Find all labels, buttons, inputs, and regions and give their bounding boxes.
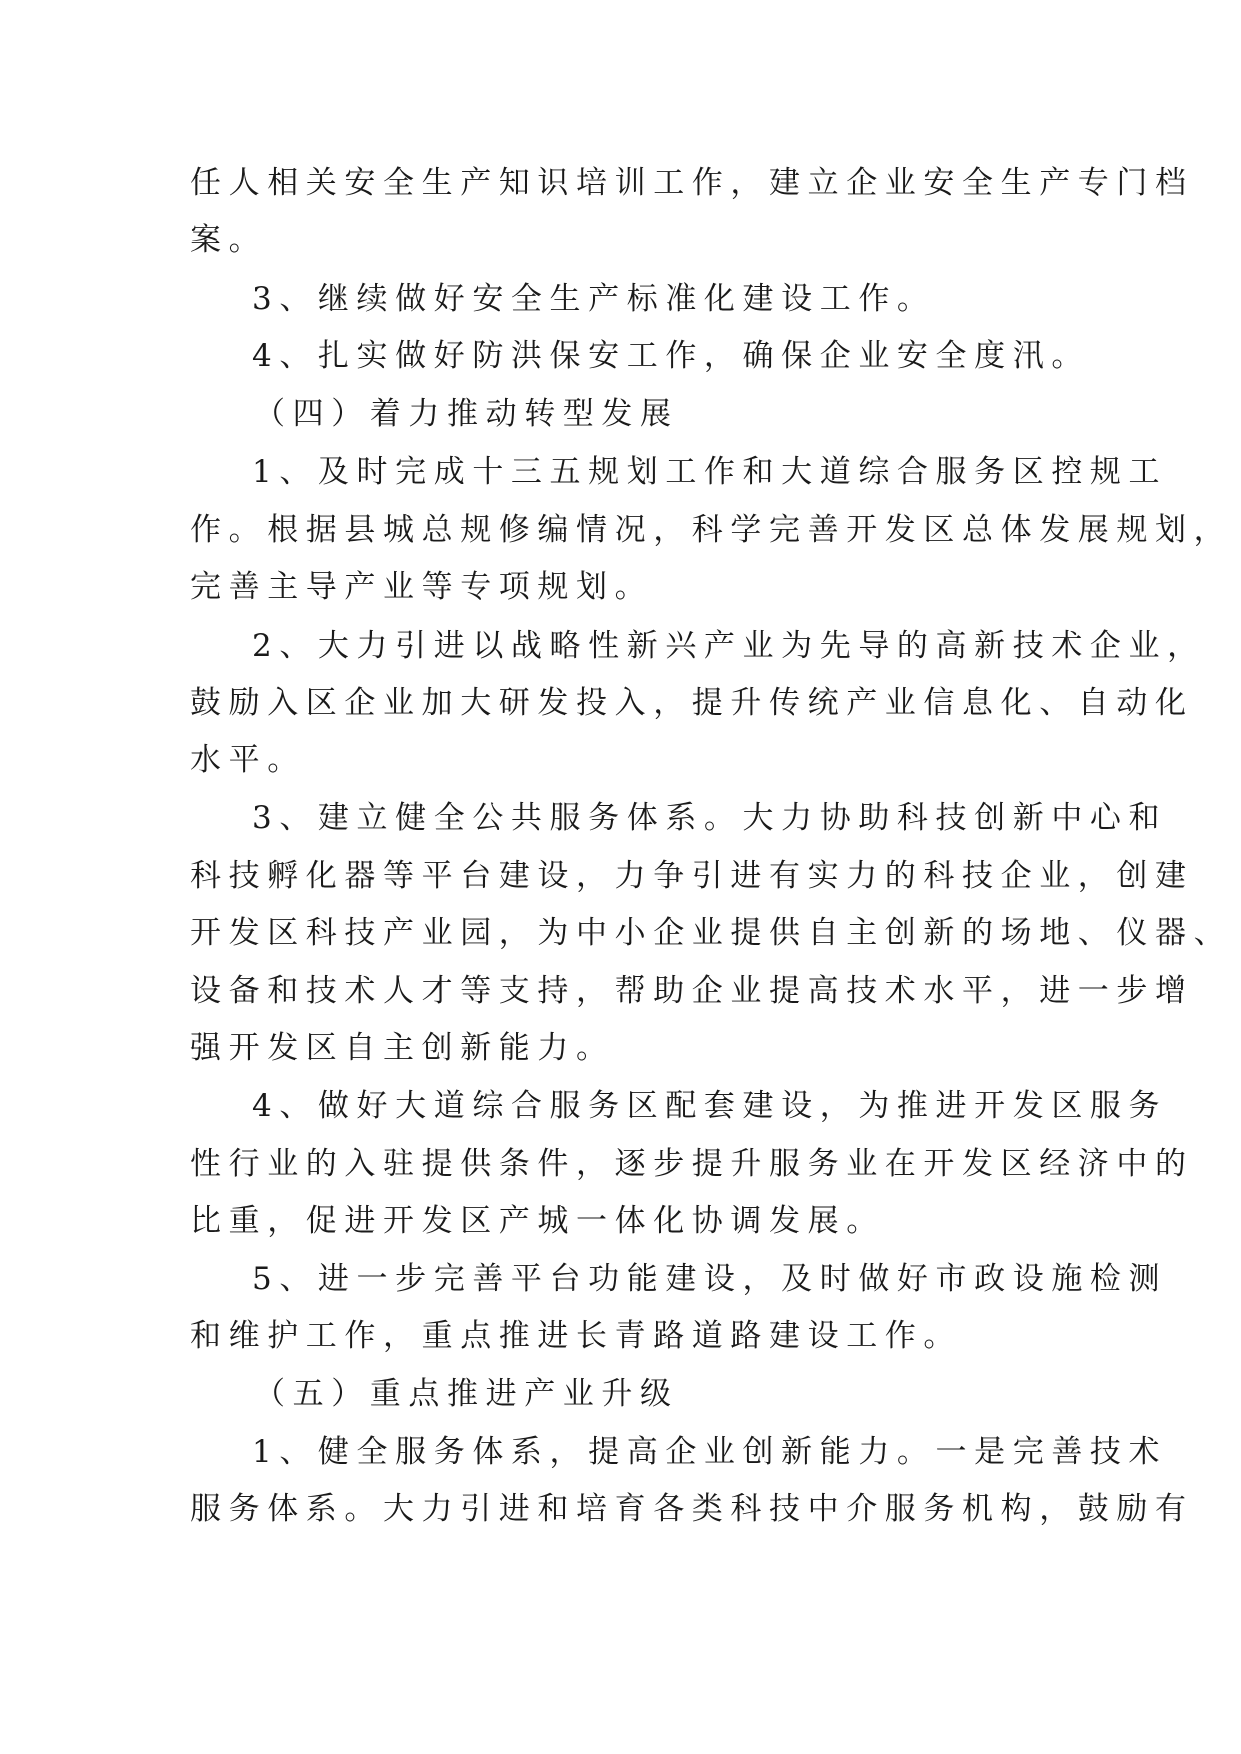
paragraph-line: 比重，促进开发区产城一体化协调发展。 bbox=[190, 1203, 885, 1239]
paragraph-line: 完善主导产业等专项规划。 bbox=[190, 569, 654, 605]
section-heading: （五）重点推进产业升级 bbox=[254, 1376, 679, 1412]
paragraph-line: 案。 bbox=[190, 222, 268, 258]
paragraph-line: 4、扎实做好防洪保安工作，确保企业安全度汛。 bbox=[252, 338, 1090, 374]
paragraph-line: 1、健全服务体系，提高企业创新能力。一是完善技术 bbox=[252, 1434, 1168, 1470]
paragraph-line: 强开发区自主创新能力。 bbox=[190, 1030, 615, 1066]
paragraph-line: 5、进一步完善平台功能建设，及时做好市政设施检测 bbox=[252, 1261, 1168, 1297]
paragraph-line: 水平。 bbox=[190, 742, 306, 778]
paragraph-line: 开发区科技产业园，为中小企业提供自主创新的场地、仪器、 bbox=[190, 915, 1233, 951]
paragraph-line: 1、及时完成十三五规划工作和大道综合服务区控规工 bbox=[252, 454, 1168, 490]
paragraph-line: 和维护工作，重点推进长青路道路建设工作。 bbox=[190, 1318, 962, 1354]
paragraph-line: 2、大力引进以战略性新兴产业为先导的高新技术企业， bbox=[252, 628, 1206, 664]
paragraph-line: 科技孵化器等平台建设，力争引进有实力的科技企业，创建 bbox=[190, 858, 1194, 894]
paragraph-line: 3、继续做好安全生产标准化建设工作。 bbox=[252, 281, 936, 317]
paragraph-line: 作。根据县城总规修编情况，科学完善开发区总体发展规划， bbox=[190, 512, 1233, 548]
paragraph-line: 3、建立健全公共服务体系。大力协助科技创新中心和 bbox=[252, 800, 1168, 836]
paragraph-line: 设备和技术人才等支持，帮助企业提高技术水平，进一步增 bbox=[190, 973, 1194, 1009]
paragraph-line: 鼓励入区企业加大研发投入，提升传统产业信息化、自动化 bbox=[190, 685, 1194, 721]
paragraph-line: 性行业的入驻提供条件，逐步提升服务业在开发区经济中的 bbox=[190, 1146, 1194, 1182]
section-heading: （四）着力推动转型发展 bbox=[254, 396, 679, 432]
paragraph-line: 任人相关安全生产知识培训工作，建立企业安全生产专门档 bbox=[190, 165, 1194, 201]
paragraph-line: 服务体系。大力引进和培育各类科技中介服务机构，鼓励有 bbox=[190, 1491, 1194, 1527]
paragraph-line: 4、做好大道综合服务区配套建设，为推进开发区服务 bbox=[252, 1088, 1168, 1124]
